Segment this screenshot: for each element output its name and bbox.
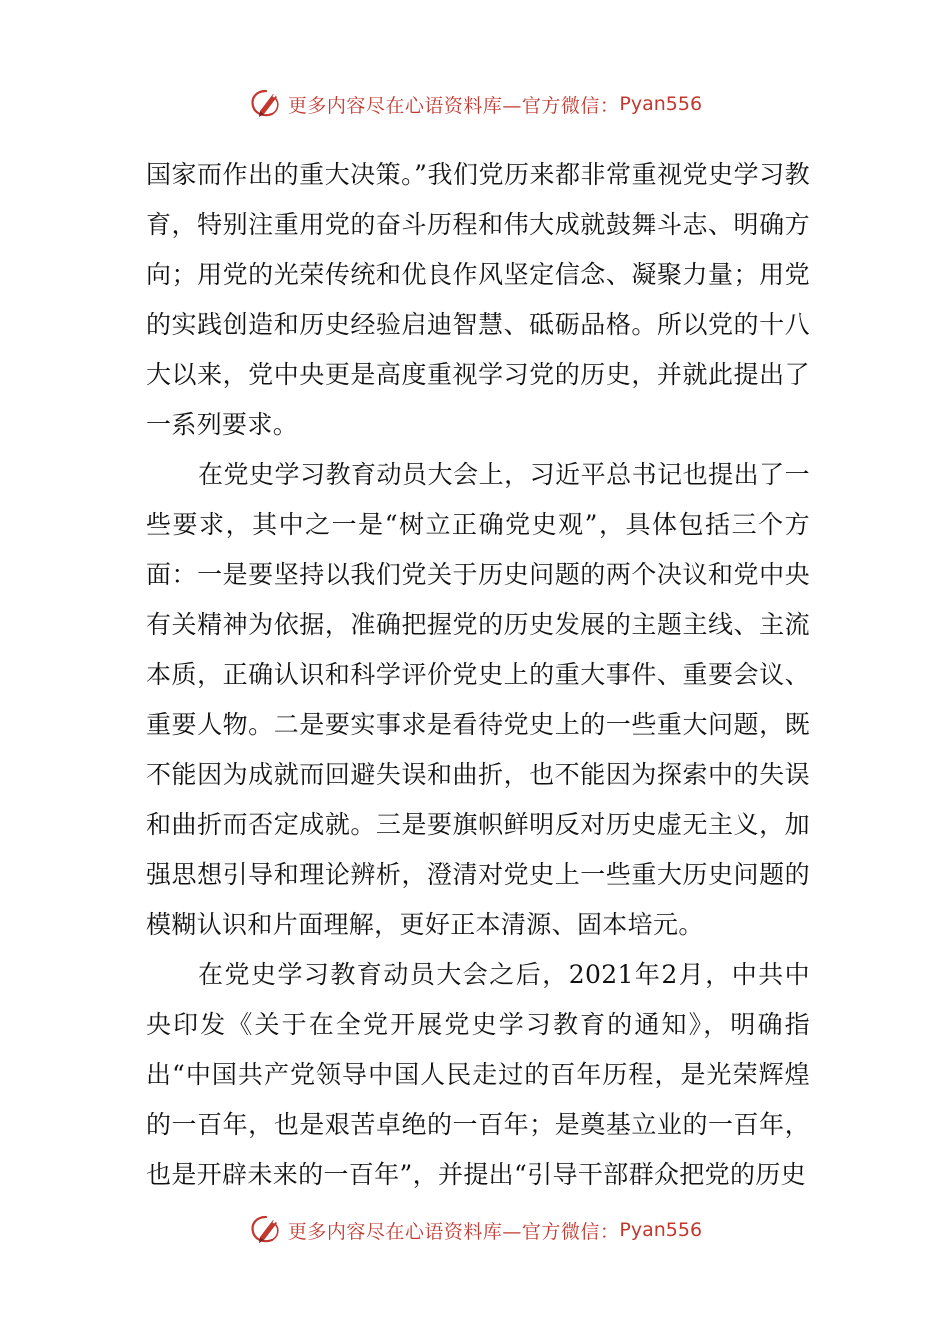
document-body xyxy=(146,150,810,1200)
header-banner-text: 更多内容尽在心语资料库—官方微信： xyxy=(287,94,620,117)
footer-wechat-id: Pyan556 xyxy=(619,1219,703,1241)
footer-banner-text: 更多内容尽在心语资料库—官方微信： xyxy=(287,1220,620,1243)
body-paragraph: 在党史学习教育动员大会上，习近平总书记也提出了一些要求，其中之一是“树立正确党史观”，具体包括三个方面：一是要坚持以我们党关于历史问题的两个决议和党中央有关精神为依据，准确把握党的历史发展的主题主线、主流本质，正确认识和科学评价党史上的重大事件、重要会议、重要人物。二是要实事求是看待党史上的一些重大问题，既不能因为成就而回避失误和曲折，也不能因为探索中的失误和曲折而否定成就。三是要旗帜鲜明反对历史虚无主义，加强思想引导和理论辨析，澄清对党史上一些重大历史问题的模糊认识和片面理解，更好正本清源、固本培元。 xyxy=(146,460,810,939)
header-banner xyxy=(0,84,950,124)
body-paragraph: 国家而作出的重大决策。”我们党历来都非常重视党史学习教育，特别注重用党的奋斗历程和伟大成就鼓舞斗志、明确方向；用党的光荣传统和优良作风坚定信念、凝聚力量；用党的实践创造和历史经验启迪智慧、砥砺品格。所以党的十八大以来，党中央更是高度重视学习党的历史，并就此提出了一系列要求。 xyxy=(146,160,810,439)
footer-banner xyxy=(0,1210,950,1250)
pen-nib-swirl-icon xyxy=(248,87,284,121)
header-wechat-id: Pyan556 xyxy=(619,93,703,115)
pen-nib-swirl-icon xyxy=(248,1213,284,1247)
body-paragraph: 在党史学习教育动员大会之后，2021年2月，中共中央印发《关于在全党开展党史学习教育的通知》，明确指出“中国共产党领导中国人民走过的百年历程，是光荣辉煌的一百年，也是艰苦卓绝的一百年；是奠基立业的一百年，也是开辟未来的一百年”，并提出“引导干部群众把党的历史 xyxy=(146,960,810,1189)
